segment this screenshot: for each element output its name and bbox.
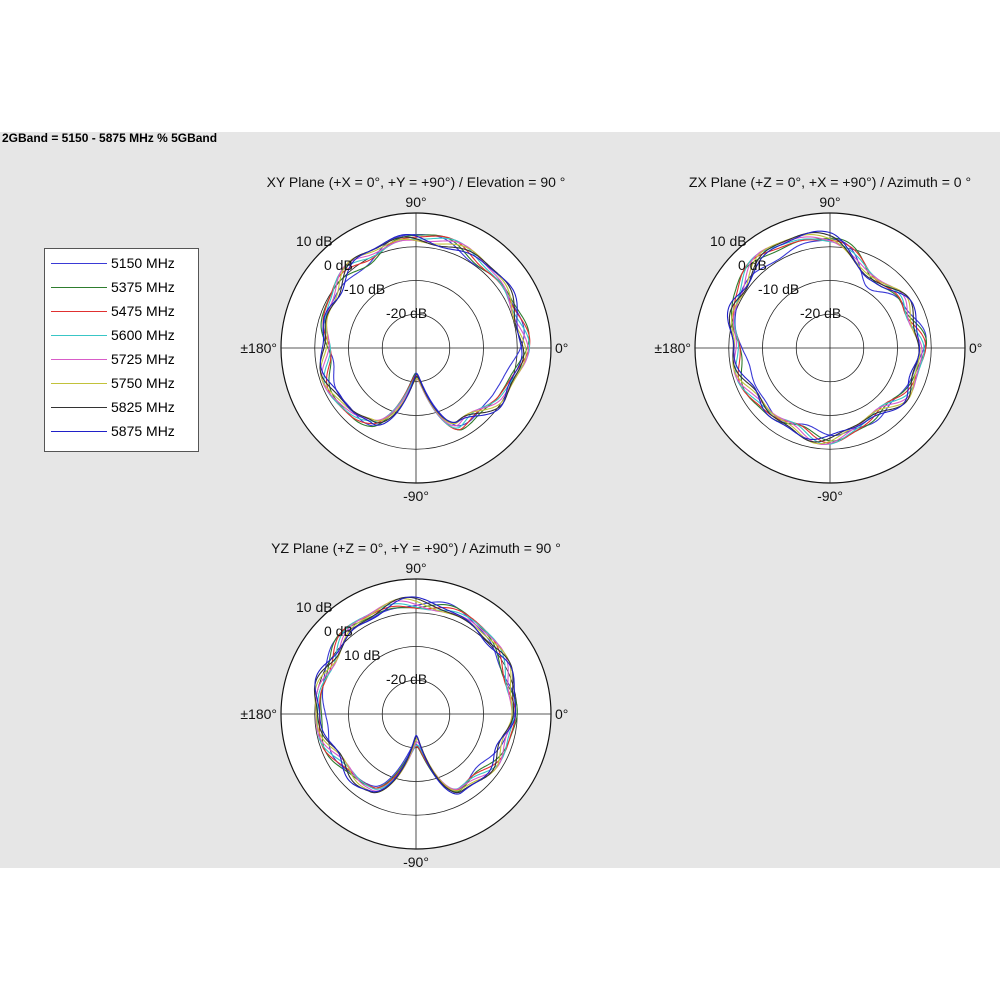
angle-label-top: 90° — [819, 194, 841, 210]
angle-label-right: 0° — [969, 340, 983, 356]
radial-tick-label: -10 dB — [758, 281, 800, 297]
angle-label-right: 0° — [555, 706, 569, 722]
angle-label-left: ±180° — [654, 340, 691, 356]
polar-plot-2 — [654, 174, 982, 504]
radial-tick-label: -10 dB — [344, 281, 386, 297]
radial-tick-label: 0 dB — [738, 257, 767, 273]
plot-title: XY Plane (+X = 0°, +Y = +90°) / Elevation = 90 ° — [266, 174, 566, 190]
radial-tick-label: 10 dB — [296, 233, 333, 249]
legend-label: 5875 MHz — [111, 423, 175, 439]
legend-label: 5375 MHz — [111, 279, 175, 295]
angle-label-bottom: -90° — [403, 854, 429, 870]
legend-label: 5750 MHz — [111, 375, 175, 391]
angle-label-left: ±180° — [240, 706, 277, 722]
plot-title: YZ Plane (+Z = 0°, +Y = +90°) / Azimuth = 90 ° — [271, 540, 561, 556]
radial-tick-label: 10 dB — [710, 233, 747, 249]
legend-label: 5475 MHz — [111, 303, 175, 319]
radial-tick-label: 10 dB — [344, 647, 381, 663]
radial-tick-label: -20 dB — [386, 671, 428, 687]
legend-label: 5725 MHz — [111, 351, 175, 367]
legend-label: 5600 MHz — [111, 327, 175, 343]
polar-plot-3 — [240, 540, 568, 870]
legend-label: 5825 MHz — [111, 399, 175, 415]
angle-label-top: 90° — [405, 194, 427, 210]
polar-plot-1 — [240, 174, 568, 504]
legend-label: 5150 MHz — [111, 255, 175, 271]
angle-label-top: 90° — [405, 560, 427, 576]
radial-tick-label: -20 dB — [800, 305, 842, 321]
figure-suptitle: 2GBand = 5150 - 5875 MHz % 5GBand — [2, 131, 218, 145]
angle-label-bottom: -90° — [403, 488, 429, 504]
angle-label-bottom: -90° — [817, 488, 843, 504]
radial-tick-label: 0 dB — [324, 623, 353, 639]
radial-tick-label: 10 dB — [296, 599, 333, 615]
plot-title: ZX Plane (+Z = 0°, +X = +90°) / Azimuth = 0 ° — [688, 174, 972, 190]
angle-label-right: 0° — [555, 340, 569, 356]
angle-label-left: ±180° — [240, 340, 277, 356]
radial-tick-label: -20 dB — [386, 305, 428, 321]
radial-tick-label: 0 dB — [324, 257, 353, 273]
